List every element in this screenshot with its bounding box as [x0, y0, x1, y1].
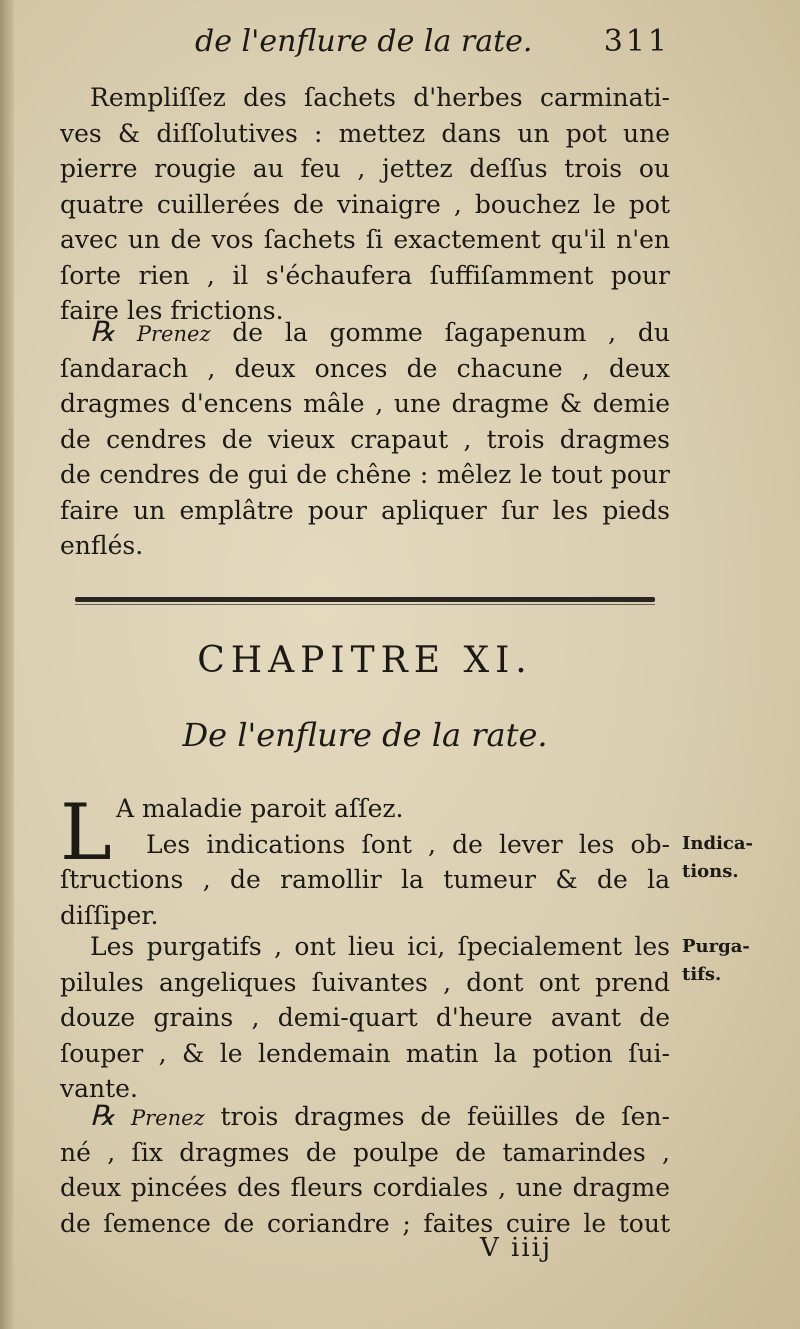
- text-line: diſſiper.: [60, 900, 159, 930]
- text-line: douze grains , demi-quart d'heure avant de: [60, 1003, 670, 1032]
- prenez-label: Prenez: [131, 1106, 205, 1130]
- text-line: Rempliſſez des ſachets d'herbes carminati-: [90, 83, 670, 112]
- text-fragment: de la gomme ſagapenum , du: [232, 318, 670, 347]
- text-line: faire un emplâtre pour apliquer ſur les pieds: [60, 495, 670, 525]
- text-line: dragmes d'encens mâle , une dragme & demie: [60, 389, 670, 418]
- prenez-label: Prenez: [136, 322, 211, 346]
- text-line: pierre rougie au feu , jettez deſſus trois ou: [60, 154, 670, 183]
- running-header: [195, 24, 670, 68]
- margin-note-line: Indica-: [682, 833, 754, 854]
- text-line: né , ſix dragmes de poulpe de tamarindes ,: [60, 1137, 670, 1167]
- margin-note-indications: [682, 830, 753, 886]
- paragraph-purgatifs: [60, 929, 670, 1107]
- text-fragment: trois dragmes de feüilles de ſen-: [220, 1102, 670, 1131]
- margin-note-line: tifs.: [682, 964, 722, 985]
- text-line: enflés.: [60, 531, 144, 560]
- drop-cap: L: [60, 788, 112, 878]
- text-line: vante.: [60, 1074, 138, 1103]
- paragraph-emplatre: [60, 315, 670, 564]
- text-line: faire les frictions.: [60, 296, 284, 325]
- page-number: 311: [603, 24, 670, 59]
- running-title: de l'enflure de la rate.: [195, 24, 533, 59]
- chapter-divider-hairline: [75, 604, 655, 605]
- text-line: ſtructions , de ramollir la tumeur & de la: [60, 865, 670, 894]
- text-line: de cendres de vieux crapaut , trois dragmes: [60, 424, 670, 454]
- text-line: ſouper , & le lendemain matin la potion ſui-: [60, 1038, 670, 1068]
- paragraph-potion: [60, 1099, 670, 1241]
- text-line: A maladie paroit aſſez.: [116, 794, 404, 823]
- text-line: pilules angeliques ſuivantes , dont ont prend: [60, 967, 670, 997]
- signature-mark: V iiij: [480, 1233, 553, 1263]
- text-line: ves & diſſolutives : mettez dans un pot une: [60, 118, 670, 148]
- recipe-symbol: ℞: [90, 317, 116, 348]
- text-line: quatre cuillerées de vinaigre , bouchez le pot: [60, 189, 670, 219]
- text-line: [60, 1099, 670, 1135]
- margin-note-line: Purga-: [682, 936, 750, 957]
- page-gutter: [0, 0, 14, 1329]
- text-line: deux pincées des fleurs cordiales , une dragme: [60, 1173, 670, 1202]
- text-line: de ſemence de coriandre ; faites cuire le tout: [60, 1208, 670, 1238]
- text-line: Les indications ſont , de lever les ob-: [146, 829, 670, 859]
- text-line: ſorte rien , il s'échaufera ſuffiſamment pour: [60, 260, 670, 290]
- text-line: ſandarach , deux onces de chacune , deux: [60, 353, 670, 383]
- paragraph-sachets: [60, 80, 670, 329]
- text-line: [60, 315, 670, 351]
- text-line: avec un de vos ſachets ſi exactement qu'il n'en: [60, 225, 670, 254]
- text-line: Les purgatifs , ont lieu ici, ſpecialement les: [90, 932, 670, 961]
- margin-note-purgatifs: [682, 933, 750, 989]
- chapter-heading: CHAPITRE XI.: [197, 640, 533, 681]
- text-line: de cendres de gui de chêne : mêlez le tout pour: [60, 460, 670, 489]
- paragraph-indications: [60, 788, 670, 933]
- chapter-subtitle: De l'enflure de la rate.: [182, 716, 548, 754]
- margin-note-line: tions.: [682, 861, 739, 882]
- chapter-divider-rule: [75, 597, 655, 602]
- recipe-symbol: ℞: [90, 1101, 116, 1132]
